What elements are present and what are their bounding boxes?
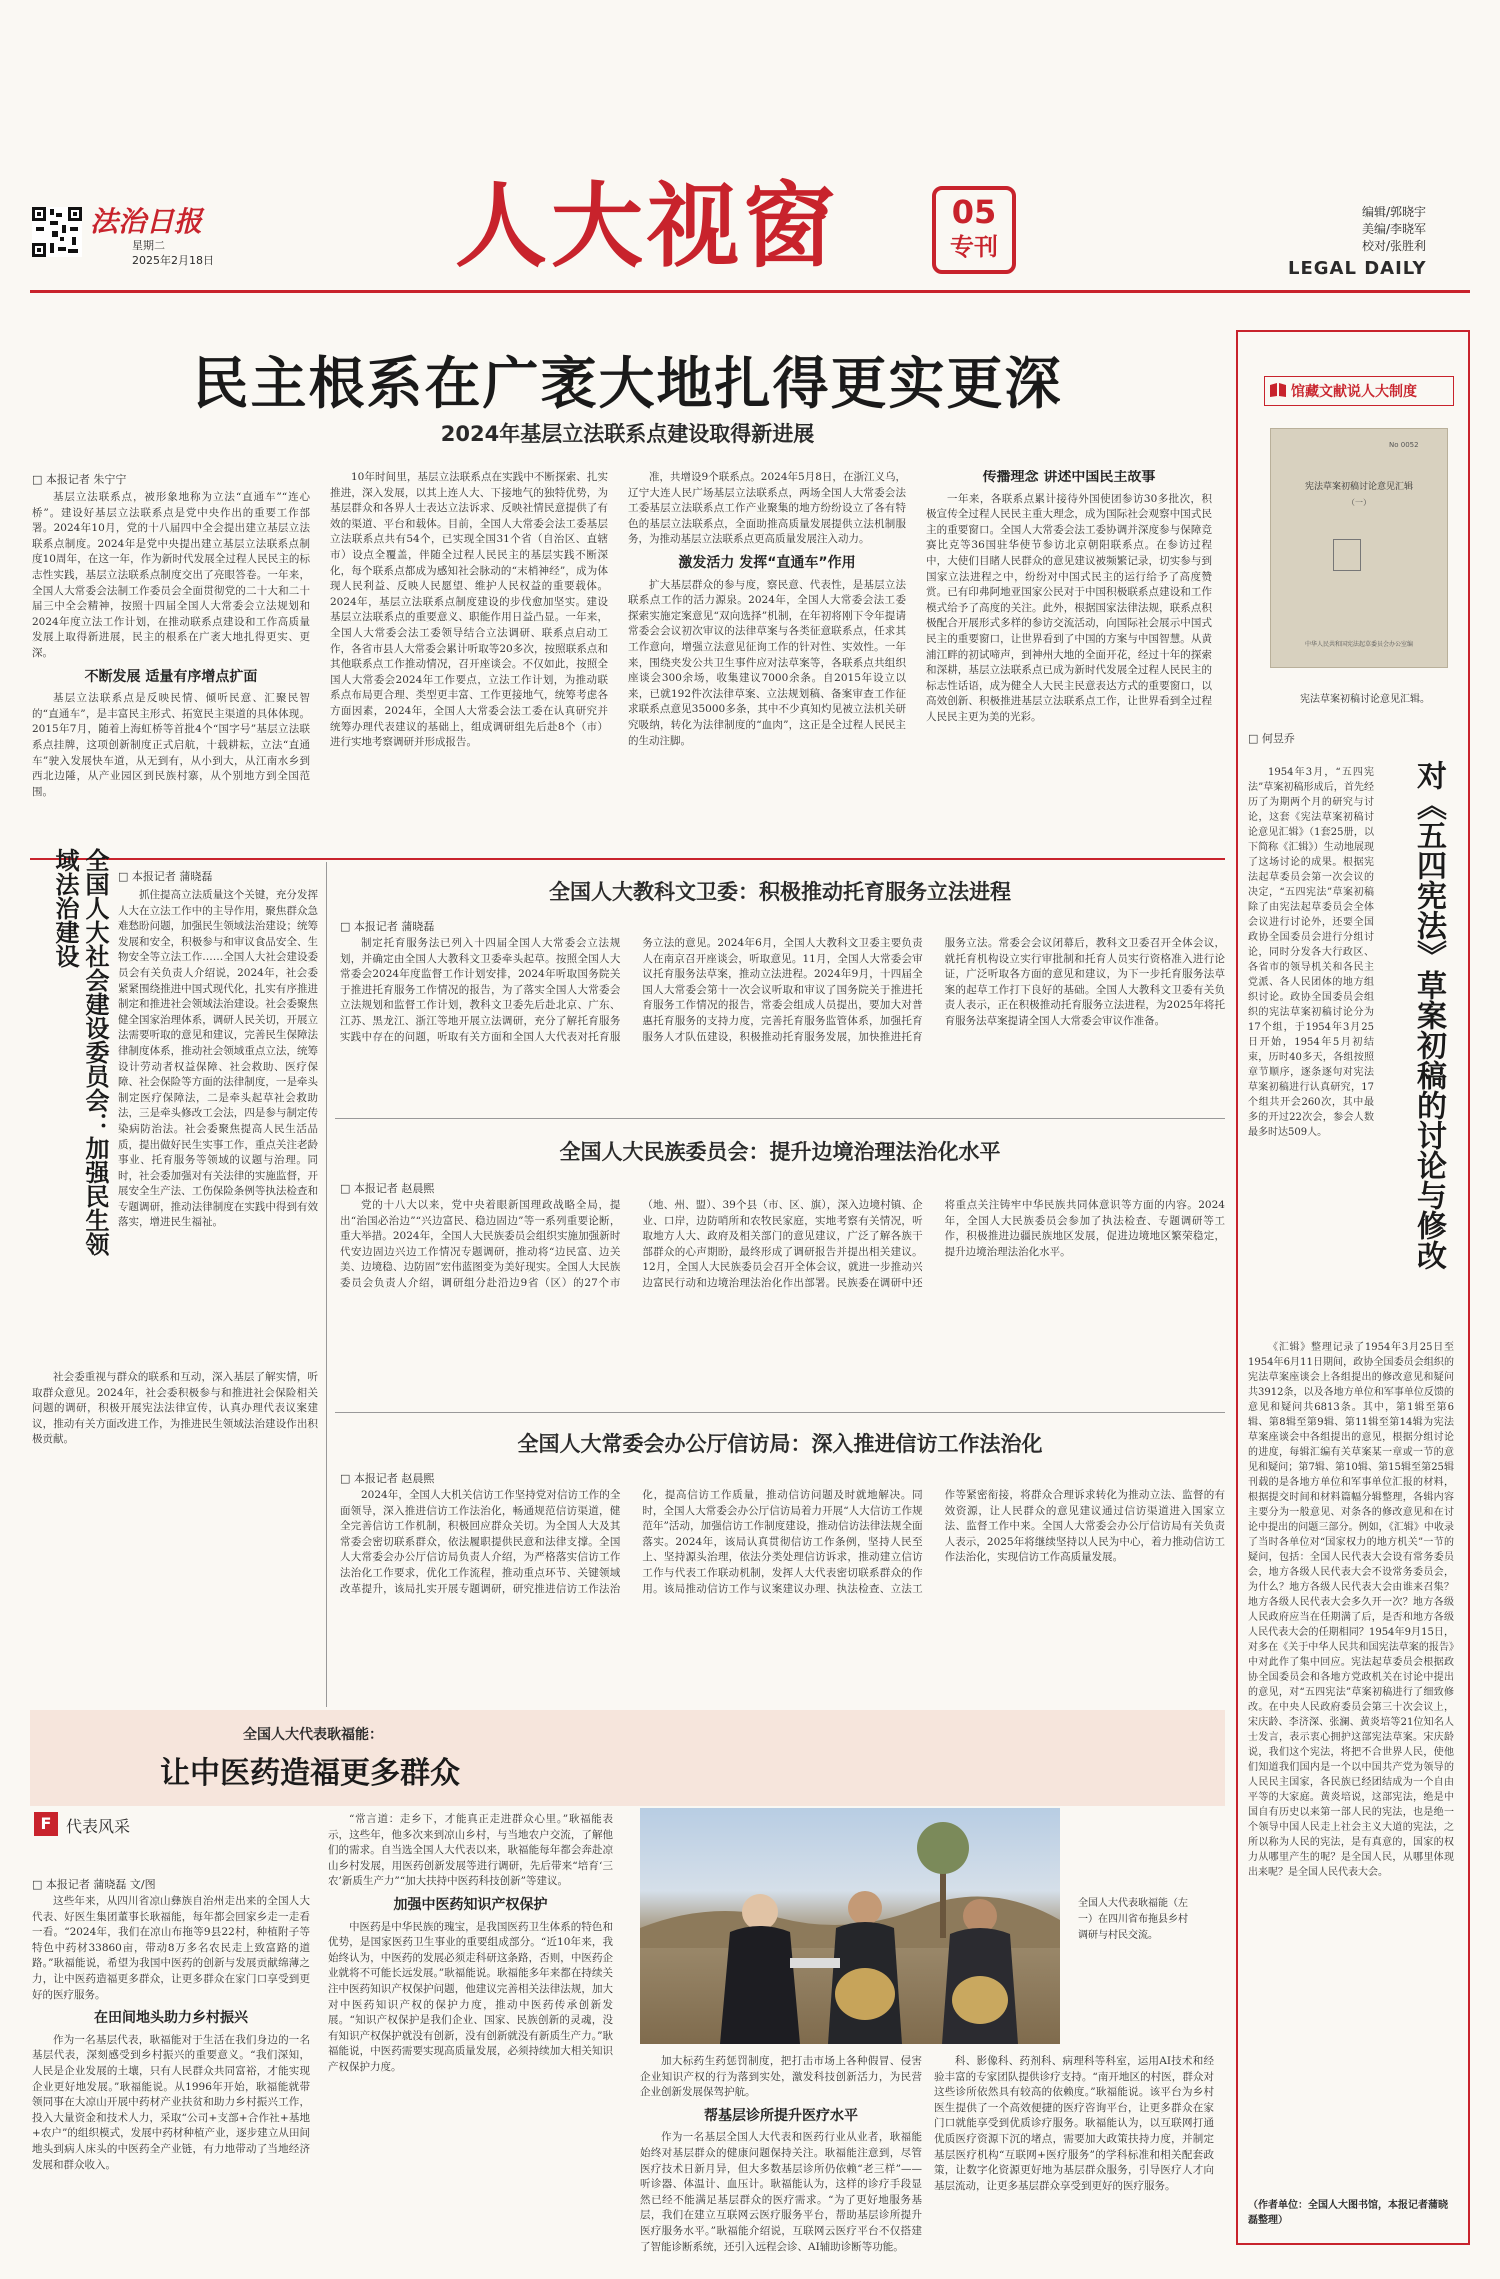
- sidebar-label: 馆藏文献说人大制度: [1291, 384, 1417, 400]
- deputy-paragraph: “常言道：走乡下，才能真正走进群众心里。”耿福能表示，这些年，他多次来到凉山乡村，与当地农户交流，了解他们的需求。自当选全国人大代表以来，耿福能每年都会奔赴凉山乡村发展，用医药创新发展等进行调研，先后带来“培育‘三农’新质生产力”“加大扶持中医药科技创新”等建议。: [328, 1813, 613, 1888]
- editor-credit: 编辑/郭晓宇: [1362, 205, 1427, 219]
- deputy-column-3: [640, 2054, 922, 2276]
- page-number-box: [932, 186, 1016, 274]
- issue-date: 2025年2月18日: [132, 254, 214, 267]
- edu-headline: 全国人大教科文卫委：积极推动托育服务立法进程: [549, 880, 1011, 904]
- book-icon: [1269, 382, 1287, 398]
- deputy-byline: □ 本报记者 蒲晓磊 文/图: [32, 1878, 156, 1891]
- lead-paragraph: 一年来，各联系点累计接待外国使团参访30多批次，积极宣传全过程人民民主重大理念，成为国际社会观察中国式民主的重要窗口。全国人大常委会法工委协调并深度参与保障竞赛比克等36国驻华使节参访北京朝阳联系点。在参访过程中，大使们目睹人民群众的意见建议被频繁记录，切实参与到国家立法进程之中，纷纷对中国式民主的运行给予了高度赞赏。已有印弗阿地亚国家公民对于中国积极联系点建设和工作模式给予了高度的关注。此外，根据国家法律法规，联系点积极配合开展形式多样的参访交流活动，向国际社会展示中国式民主的重要窗口，让世界看到了中国的方案与中国智慧。从黄浦江畔的初试啼声，到神州大地的全面开花，经过十年的探索和深耕，基层立法联系点已成为新时代发展全过程人民民主的标志性话语，成为健全人大民主民意表达方式的重要窗口，以高效创新、积极推进基层立法联系点工作，让世界看到全过程人民民主更为美的光彩。: [926, 492, 1212, 723]
- column-label-box: [34, 1812, 184, 1838]
- sidebar-headline: 对《五四宪法》草案初稿的讨论与修改: [1411, 760, 1446, 1270]
- left-story-byline: □ 本报记者 蒲晓磊: [118, 870, 213, 883]
- lead-subheading: 激发活力 发挥“直通车”作用: [678, 554, 856, 571]
- deputy-paragraph: 作为一名基层全国人大代表和医药行业从业者，耿福能始终对基层群众的健康问题保持关注。耿福能注意到，尽管医疗技术日新月异，但大多数基层诊所仍依赖“老三样”——听诊器、体温计、血压计。耿福能认为，这样的诊疗手段显然已经不能满足基层群众的医疗需求。“为了更好地服务基层，我们在建立互联网云医疗服务平台，帮助基层诊所提升医疗服务水平。”耿福能介绍说，互联网云医疗平台不仅搭建了智能诊断系统，还引入远程会诊、AI辅助诊断等功能。: [640, 2131, 922, 2253]
- deputy-subheading: 帮基层诊所提升医疗水平: [704, 2107, 858, 2124]
- lead-column-2: [330, 470, 608, 845]
- paper-logo: 法治日报: [90, 205, 203, 238]
- edu-body: [340, 936, 1225, 1106]
- ethnic-rule: [335, 1412, 1225, 1413]
- deputy-subheading: 在田间地头助力乡村振兴: [94, 2010, 248, 2027]
- lead-paragraph: 基层立法联系点，被形象地称为立法“直通车”“连心桥”。建设好基层立法联系点是党中央作出的重要工作部署。2024年10月，党的十八届四中全会提出建立基层立法联系点制度。2024年是党中央提出建立基层立法联系点制度10周年，在这一年，作为新时代发展全过程人民民主的标志性实践，基层立法联系点制度交出了亮眼答卷。一年来，全国人大常委会法制工作委员会全面贯彻党的二十大和二十届三中全会精神，按照十四届全国人大常委会立法规划和2024年度立法工作计划，在推动联系点建设和工作高质量发展上取得新进展，民主的根系在广袤大地扎得更实、更深。: [32, 491, 310, 659]
- lead-paragraph: 基层立法联系点是反映民情、倾听民意、汇聚民智的“直通车”，是丰富民主形式、拓宽民主渠道的具体体现。2015年7月，随着上海虹桥等首批4个“国字号”基层立法联系点挂牌，这项创新制度正式启航，十载耕耘，立法“直通车”驶入发展快车道，从无到有，从小到大，从江南水乡到西北边陲，从产业园区到民族村寨，从个别地方到全国范围。: [32, 692, 310, 798]
- ethnic-headline: 全国人大民族委员会：提升边境治理法治化水平: [559, 1140, 1001, 1164]
- lead-column-3: [628, 470, 906, 845]
- lead-headline: 民主根系在广袤大地扎得更实更深: [192, 352, 1063, 417]
- lead-column-4: [926, 470, 1212, 845]
- deputy-paragraph: 科、影像科、药剂科、病理科等科室，运用AI技术和经验丰富的专家团队提供诊疗支持。“南开地区的村医，群众对这些诊所依然具有较高的依赖度。”耿福能说。该平台为乡村医生提供了一个高效便捷的医疗咨询平台，让更多群众在家门口就能享受到优质诊疗服务。耿福能认为，以互联网打通优质医疗资源下沉的堵点，需要加大政策扶持力度，并制定基层医疗机构“互联网+医疗服务”的学科标准和相关配套政策，让数字化资源更好地为基层群众服务，引导医疗人才向基层流动，让更多基层群众享受到更好的医疗服务。: [934, 2055, 1214, 2192]
- petition-paragraph: 2024年，全国人大机关信访工作坚持党对信访工作的全面领导，深入推进信访工作法治化，畅通规范信访渠道，健全完善信访工作机制，积极回应群众关切。为全国人大及其常委会密切联系群众，依法履职提供民意和法律支撑。全国人大常委会办公厅信访局负责人介绍，为严格落实信访工作法治化工作要求，优化工作流程，推动重点环节、关键领域改革提升，该局扎实开展专题调研，研究推进信访工作法治化，提高信访工作质量，推动信访问题及时就地解决。同时，全国人大常委会办公厅信访局着力开展“人大信访工作规范年”活动，加强信访工作制度建设，推动信访法律法规全面落实。2024年，该局认真贯彻信访工作条例，坚持人民至上、坚持源头治理，依法分类处理信访诉求，推动建立信访工作与代表工作联动机制，发挥人大代表密切联系群众的作用。该局推动信访工作与议案建议办理、执法检查、立法工作等紧密衔接，将群众合理诉求转化为推动立法、监督的有效资源，让人民群众的意见建议通过信访渠道进入国家立法、监督工作中来。全国人大常委会办公厅信访局有关负责人表示，2025年将继续坚持以人民为中心，着力推动信访工作法治化，实现信访工作高质量发展。: [340, 1489, 1225, 1595]
- doc-number: No 0052: [1389, 441, 1419, 449]
- page-number: 05: [951, 193, 997, 231]
- edu-paragraph: 制定托育服务法已列入十四届全国人大常委会立法规划，并确定由全国人大教科文卫委牵头起草。按照全国人大常委会2024年度监督工作计划安排，2024年听取国务院关于推进托育服务工作情况的报告，为了落实全国人大常委会立法规划和监督工作计划，教科文卫委先后赴北京、广东、江苏、黑龙江、浙江等地开展立法调研，充分了解托育服务实践中存在的问题，听取有关方面和全国人大代表对托育服务立法的意见。2024年6月，全国人大教科文卫委主要负责人在南京召开座谈会，听取意见。11月，全国人大常委会审议托育服务法草案，推动立法进程。2024年9月，十四届全国人大常委会第十一次会议听取和审议了国务院关于推进托育服务工作情况的报告，常委会组成人员提出，要加大对普惠托育服务的支持力度，完善托育服务监管体系，加强托育服务人才队伍建设，积极推动托育服务发展，加快推进托育服务立法。常委会会议闭幕后，教科文卫委召开全体会议，就托育机构设立实行审批制和托育人员实行资格准入进行论证，广泛听取各方面的意见和建议，为下一步托育服务法草案的起草工作打下良好的基础。全国人大教科文卫委有关负责人表示，正在积极推动托育服务立法进程，为2025年将托育服务法草案提请全国人大常委会审议作准备。: [340, 937, 1225, 1043]
- sidebar-byline: □ 何昱乔: [1248, 732, 1295, 745]
- proofreader-credit: 校对/张胜利: [1362, 239, 1427, 253]
- lead-subhead: 2024年基层立法联系点建设取得新进展: [440, 422, 815, 446]
- petition-body: [340, 1488, 1225, 1698]
- section-title: 人大视窗: [455, 173, 840, 280]
- sidebar-author: （作者单位：全国人大图书馆，本报记者蒲晓磊整理）: [1248, 2200, 1448, 2226]
- deputy-subheading: 加强中医药知识产权保护: [393, 1896, 548, 1913]
- edu-rule: [335, 1118, 1225, 1119]
- qr-code[interactable]: [32, 207, 82, 257]
- designer-credit: 美编/李晓军: [1362, 222, 1427, 236]
- ethnic-byline: □ 本报记者 赵晨熙: [340, 1182, 435, 1195]
- deputy-paragraph: 作为一名基层代表，耿福能对于生活在我们身边的一名基层代表，深刻感受到乡村振兴的重要意义。“我们深知，人民是企业发展的土壤，只有人民群众共同富裕，才能实现企业更好地发展。”耿福能说。从1996年开始，耿福能就带领同事在大凉山开展中药材产业扶贫和助力乡村振兴工作，投入大量资金和技术人力，采取“公司+支部+合作社+基地+农户”的组织模式，发展中药材种植产业，逐步建立从田间地头到病人床头的中医药全产业链，有力地带动了当地经济发展和群众收入。: [32, 2033, 310, 2171]
- lead-paragraph: 10年时间里，基层立法联系点在实践中不断探索、扎实推进，深入发展，以其上连人大、下接地气的独特优势，为基层群众和各界人士表达立法诉求、反映社情民意提供了有效的渠道、平台和载体。目前，全国人大常委会法工委基层立法联系点共有54个，已实现全国31个省（自治区、直辖市）设点全覆盖，伴随全过程人民民主的基层实践不断深化，每个联系点都成为感知社会脉动的“末梢神经”，成为体现人民利益、反映人民愿望、维护人民权益的重要载体。2024年，基层立法联系点制度建设的步伐愈加坚实。建设基层立法联系点的重要意义、职能作用日益凸显。一年来，全国人大常委会法工委领导结合立法调研、联系点启动工作，各省市县人大常委会累计听取等20多次，按照联系点和其他联系点工作推动情况，召开座谈会。不仅如此，按照全国人大常委会2024年工作要点，立法工作计划，为推动联系点布局更合理、类型更丰富、工作更接地气，统筹考虑各方面因素，2024年，全国人大常委会法工委在认真研究并统筹办理代表建议的基础上，组成调研组先后赴8个（市）进行实地考察调研并形成报告。: [330, 471, 608, 749]
- lead-byline: □ 本报记者 朱宁宁: [32, 473, 127, 486]
- lead-subheading: 不断发展 适量有序增点扩面: [84, 668, 258, 685]
- left-story-headline: 全国人大社会建设委员会：加强民生领域法治建设: [51, 848, 109, 1256]
- deputy-column-4: [934, 2054, 1214, 2276]
- photo-caption: 宪法草案初稿讨论意见汇辑。: [1300, 694, 1430, 705]
- column-label: 代表风采: [66, 1817, 131, 1836]
- masthead-rule: [30, 290, 1470, 293]
- photo-caption-deputy: 全国人大代表耿福能（左一）在四川省布拖县乡村调研与村民交流。: [1078, 1898, 1188, 1941]
- left-story-paragraph: 抓住提高立法质量这个关键，充分发挥人大在立法工作中的主导作用，聚焦群众急难愁盼问题，加强民生领域法治建设；统筹发展和安全，积极参与和审议食品安全、生物安全等立法工作……全国人大社会建设委员会有关负责人介绍说，2024年，社会委紧紧围绕推进中国式现代化，扎实有序推进制定和推进社会领域法治建设。社会委聚焦健全国家治理体系，调研人民关切，开展立法需要听取的意见和建议，完善民生保障法律制度体系，推动社会领域重点立法，统筹设计劳动者权益保障、社会救助、医疗保障、社会保险等方面的法律制度，一是牵头制定医疗保障法，二是牵头起草社会救助法，三是牵头修改工会法，四是参与制定传染病防治法。社会委聚焦提高人民生活品质，提出做好民生实事工作，重点关注老龄事业、托育服务等领域的议题与治理。同时，社会委加强对有关法律的实施监督，开展安全生产法、工伤保险条例等执法检查和专题调研，推动法律制度在实践中得到有效落实，增进民生福祉。: [118, 889, 318, 1229]
- lead-paragraph: 扩大基层群众的参与度，察民意、代表性，是基层立法联系点工作的活力源泉。2024年，全国人大常委会法工委探索实施定案意见“双向选择”机制，在年初将刚下令年提请常委会会议初次审议的法律草案与各类征意联系点，任求其工作意向，增强立法意见征询工作的针对性、实效性。一年来，围绕夹发公共卫生事件应对法草案等，各联系点共组织座谈会300余场，收集建议7000余条。自2015年设立以来，已就192件次法律草案、立法规划稿、备案审查工作征求联系点意见35000多条，其中不少真知灼见被立法机关研究吸纳，转化为法律制度的“血肉”，这正是全过程人民民主的生动注脚。: [628, 578, 906, 747]
- sidebar-label-box: [1264, 376, 1454, 406]
- ethnic-paragraph: 党的十八大以来，党中央着眼新国理政战略全局，提出“治国必治边”“兴边富民、稳边固边”等一系列重要论断，重大举措。2024年，全国人大民族委员会组织实施加强新时代安边固边兴边工作情况专题调研，推动将“边民富、边关美、边境稳、边防固”宏伟蓝图变为美好现实。全国人大民族委员会负责人介绍，调研组分赴沿边9省（区）的27个市（地、州、盟）、39个县（市、区、旗），深入边境村镇、企业、口岸，边防哨所和农牧民家庭，实地考察有关情况，听取地方人大、政府及相关部门的意见建议，广泛了解各族干部群众的心声期盼，最终形成了调研报告并提出相关建议。12月，全国人大民族委员会召开全体会议，就进一步推动兴边富民行动和边境治理法治化作出部署。民族委在调研中还将重点关注铸牢中华民族共同体意识等方面的内容。2024年，全国人大民族委员会参加了执法检查、专题调研等工作，积极推进边疆民族地区发展，促进边境地区繁荣稳定，提升边境治理法治化水平。: [340, 1199, 1225, 1289]
- column-f-icon: F: [34, 1812, 58, 1836]
- deputy-paragraph: 这些年来，从四川省凉山彝族自治州走出来的全国人大代表、好医生集团董事长耿福能，每年都会回家乡走一走看一看。“2024年，我们在凉山布拖等9县22村，种植附子等特色中药材33860亩，带动8万多名农民走上致富路的道路。”耿福能说，希望为我国中医药的创新与发展贡献绵薄之力，让中医药造福更多群众，让更多群众在家门口享受到更好的医疗服务。: [32, 1895, 310, 2001]
- left-story-paragraph: 社会委重视与群众的联系和互动，深入基层了解实情，听取群众意见。2024年，社会委积极参与和推进社会保险相关问题的调研，积极开展宪法法律宣传，认真办理代表议案建议，推动有关方面改进工作，为推进民生领域法治建设作出积极贡献。: [32, 1371, 318, 1446]
- sidebar-body-bottom: [1248, 1340, 1454, 2190]
- sidebar-body-top: [1248, 765, 1374, 1335]
- sidebar-paragraph: 1954年3月，“五四宪法”草案初稿形成后，首先经历了为期两个月的研究与讨论，这套《宪法草案初稿讨论意见汇辑》（1套25册，以下简称《汇辑》）生动地展现了这场讨论的成果。根据宪法起草委员会第一次会议的决定，“五四宪法”草案初稿除了由宪法起草委员会全体会议进行讨论外，还要全国政协全国委员会进行分组讨论，同时分发各大行政区、各省市的领导机关和各民主党派、各人民团体的地方组织讨论。政协全国委员会组织的宪法草案初稿讨论分为17个组，于1954年3月25日开始，1954年5月初结束，历时40多天，各组按照章节顺序，逐条逐句对宪法草案初稿进行认真研究，17个组共开会260次，其中最多的开过22次会，参会人数最多时达509人。: [1248, 767, 1374, 1138]
- weekday: 星期二: [132, 239, 165, 252]
- petition-byline: □ 本报记者 赵晨熙: [340, 1472, 435, 1485]
- english-masthead: LEGAL DAILY: [1288, 258, 1427, 279]
- doc-publisher: 中华人民共和国宪法起草委员会办公室编: [1304, 641, 1413, 648]
- deputy-column-2: [328, 1812, 613, 2276]
- staff-credits: [1362, 204, 1426, 255]
- deputy-photo[interactable]: [640, 1808, 1060, 2044]
- doc-title: 宪法草案初稿讨论意见汇辑: [1304, 482, 1413, 492]
- archive-document-photo[interactable]: [1270, 428, 1448, 668]
- page-label: 专刊: [950, 233, 998, 261]
- deputy-paragraph: 加大标药生药惩罚制度，把打击市场上各种假冒、侵害企业知识产权的行为落到实处，激发科技创新活力，为民营企业创新发展保驾护航。: [640, 2055, 922, 2099]
- deputy-kicker: 全国人大代表耿福能：: [243, 1727, 383, 1743]
- lead-bottom-rule: [30, 858, 1225, 860]
- lead-column-1: [32, 490, 310, 845]
- deputy-paragraph: 中医药是中华民族的瑰宝，是我国医药卫生体系的特色和优势，是国家医药卫生事业的重要组成部分。“近10年来，我始终认为，中医药的发展必须走科研这条路，否则，中医药企业就将不可能长远发展。”耿福能说。耿福能多年来都在持续关注中医药知识产权保护问题，他建议完善相关法律法规，加大对中医药知识产权的保护力度，推动中医药传承创新发展。“知识产权保护是我们企业、国家、民族创新的灵魂，没有知识产权保护就没有创新，没有创新就没有新质生产力。”耿福能说，中医药需要实现高质量发展，必须持续加大相关知识产权保护力度。: [328, 1920, 613, 2073]
- left-story-body-bottom: [32, 1370, 318, 1690]
- left-column-rule: [326, 862, 327, 1707]
- deputy-column-1: [32, 1894, 310, 2276]
- left-story-body-top: [118, 888, 318, 1358]
- doc-stamp: [1333, 539, 1361, 571]
- petition-headline: 全国人大常委会办公厅信访局：深入推进信访工作法治化: [517, 1432, 1043, 1456]
- deputy-headline: 让中医药造福更多群众: [160, 1756, 460, 1791]
- lead-paragraph: 准，共增设9个联系点。2024年5月8日，在浙江义乌，辽宁大连人民广场基层立法联系点，两场全国人大常委会法工委基层立法联系点工作产业聚集的地方纷纷设立了各有特色的基层立法联系点，全面助推高质量发展提供立法机制服务，为推动基层立法联系点更高质量发展注入动力。: [628, 471, 906, 546]
- lead-subheading: 传播理念 讲述中国民主故事: [982, 470, 1156, 485]
- ethnic-body: [340, 1198, 1225, 1398]
- edu-byline: □ 本报记者 蒲晓磊: [340, 920, 435, 933]
- doc-volume: （一）: [1347, 498, 1371, 507]
- sidebar-paragraph: 《汇辑》整理记录了1954年3月25日至1954年6月11日期间，政协全国委员会组织的宪法草案座谈会上各组提出的修改意见和疑问共3912条，以及各地方单位和军事单位反馈的意见和疑问共6813条。其中，第1辑至第6辑、第8辑至第9辑、第11辑至第14辑为宪法草案座谈会中各组提出的意见，根据分组讨论的进度，每辑汇编有关草案某一章或一节的意见和疑问；第7辑、第10辑、第15辑至第25辑刊载的是各地方单位和军事单位汇报的材料，根据提交时间和材料篇幅分辑整理，各辑内容主要分为一般意见、对条各的修改意见和在讨论中提出的问题三部分。例如，《汇辑》中收录了当时各单位对“国家权力的地方机关”一节的疑问，包括：全国人民代表大会设有常务委员会，地方各级人民代表大会不设常务委员会，为什么？地方各级人民代表大会由谁来召集？地方各级人民代表大会多久开一次？地方各级人民政府应当在任期满了后，是否和地方各级人民代表大会的任期相同？1954年9月15日，对多在《关于中华人民共和国宪法草案的报告》中对此作了集中回应。宪法起草委员会根据政协全国委员会和各地方党政机关在讨论中提出的意见，对“五四宪法”草案初稿进行了细致修改。在中央人民政府委员会第三十次会议上，宋庆龄、李济深、张澜、黄炎培等21位知名人士发言，表示衷心拥护这部宪法草案。宋庆龄说，我们这个宪法，将把不合世界人民，使他们知道我们国内是一个以中国共产党为领导的人民民主国家，各民族已经团结成为一个自由平等的大家庭。黄炎培说，这部宪法，绝是中国自有历史以来第一部人民的宪法，也是绝一个领导中国人民走上社会主义大道的宪法，之所以称为人民的宪法，是有真意的，国家的权力从哪里产生的呢？是全国人民，从哪里体现出来呢？是全国人民代表大会。: [1248, 1342, 1454, 1878]
